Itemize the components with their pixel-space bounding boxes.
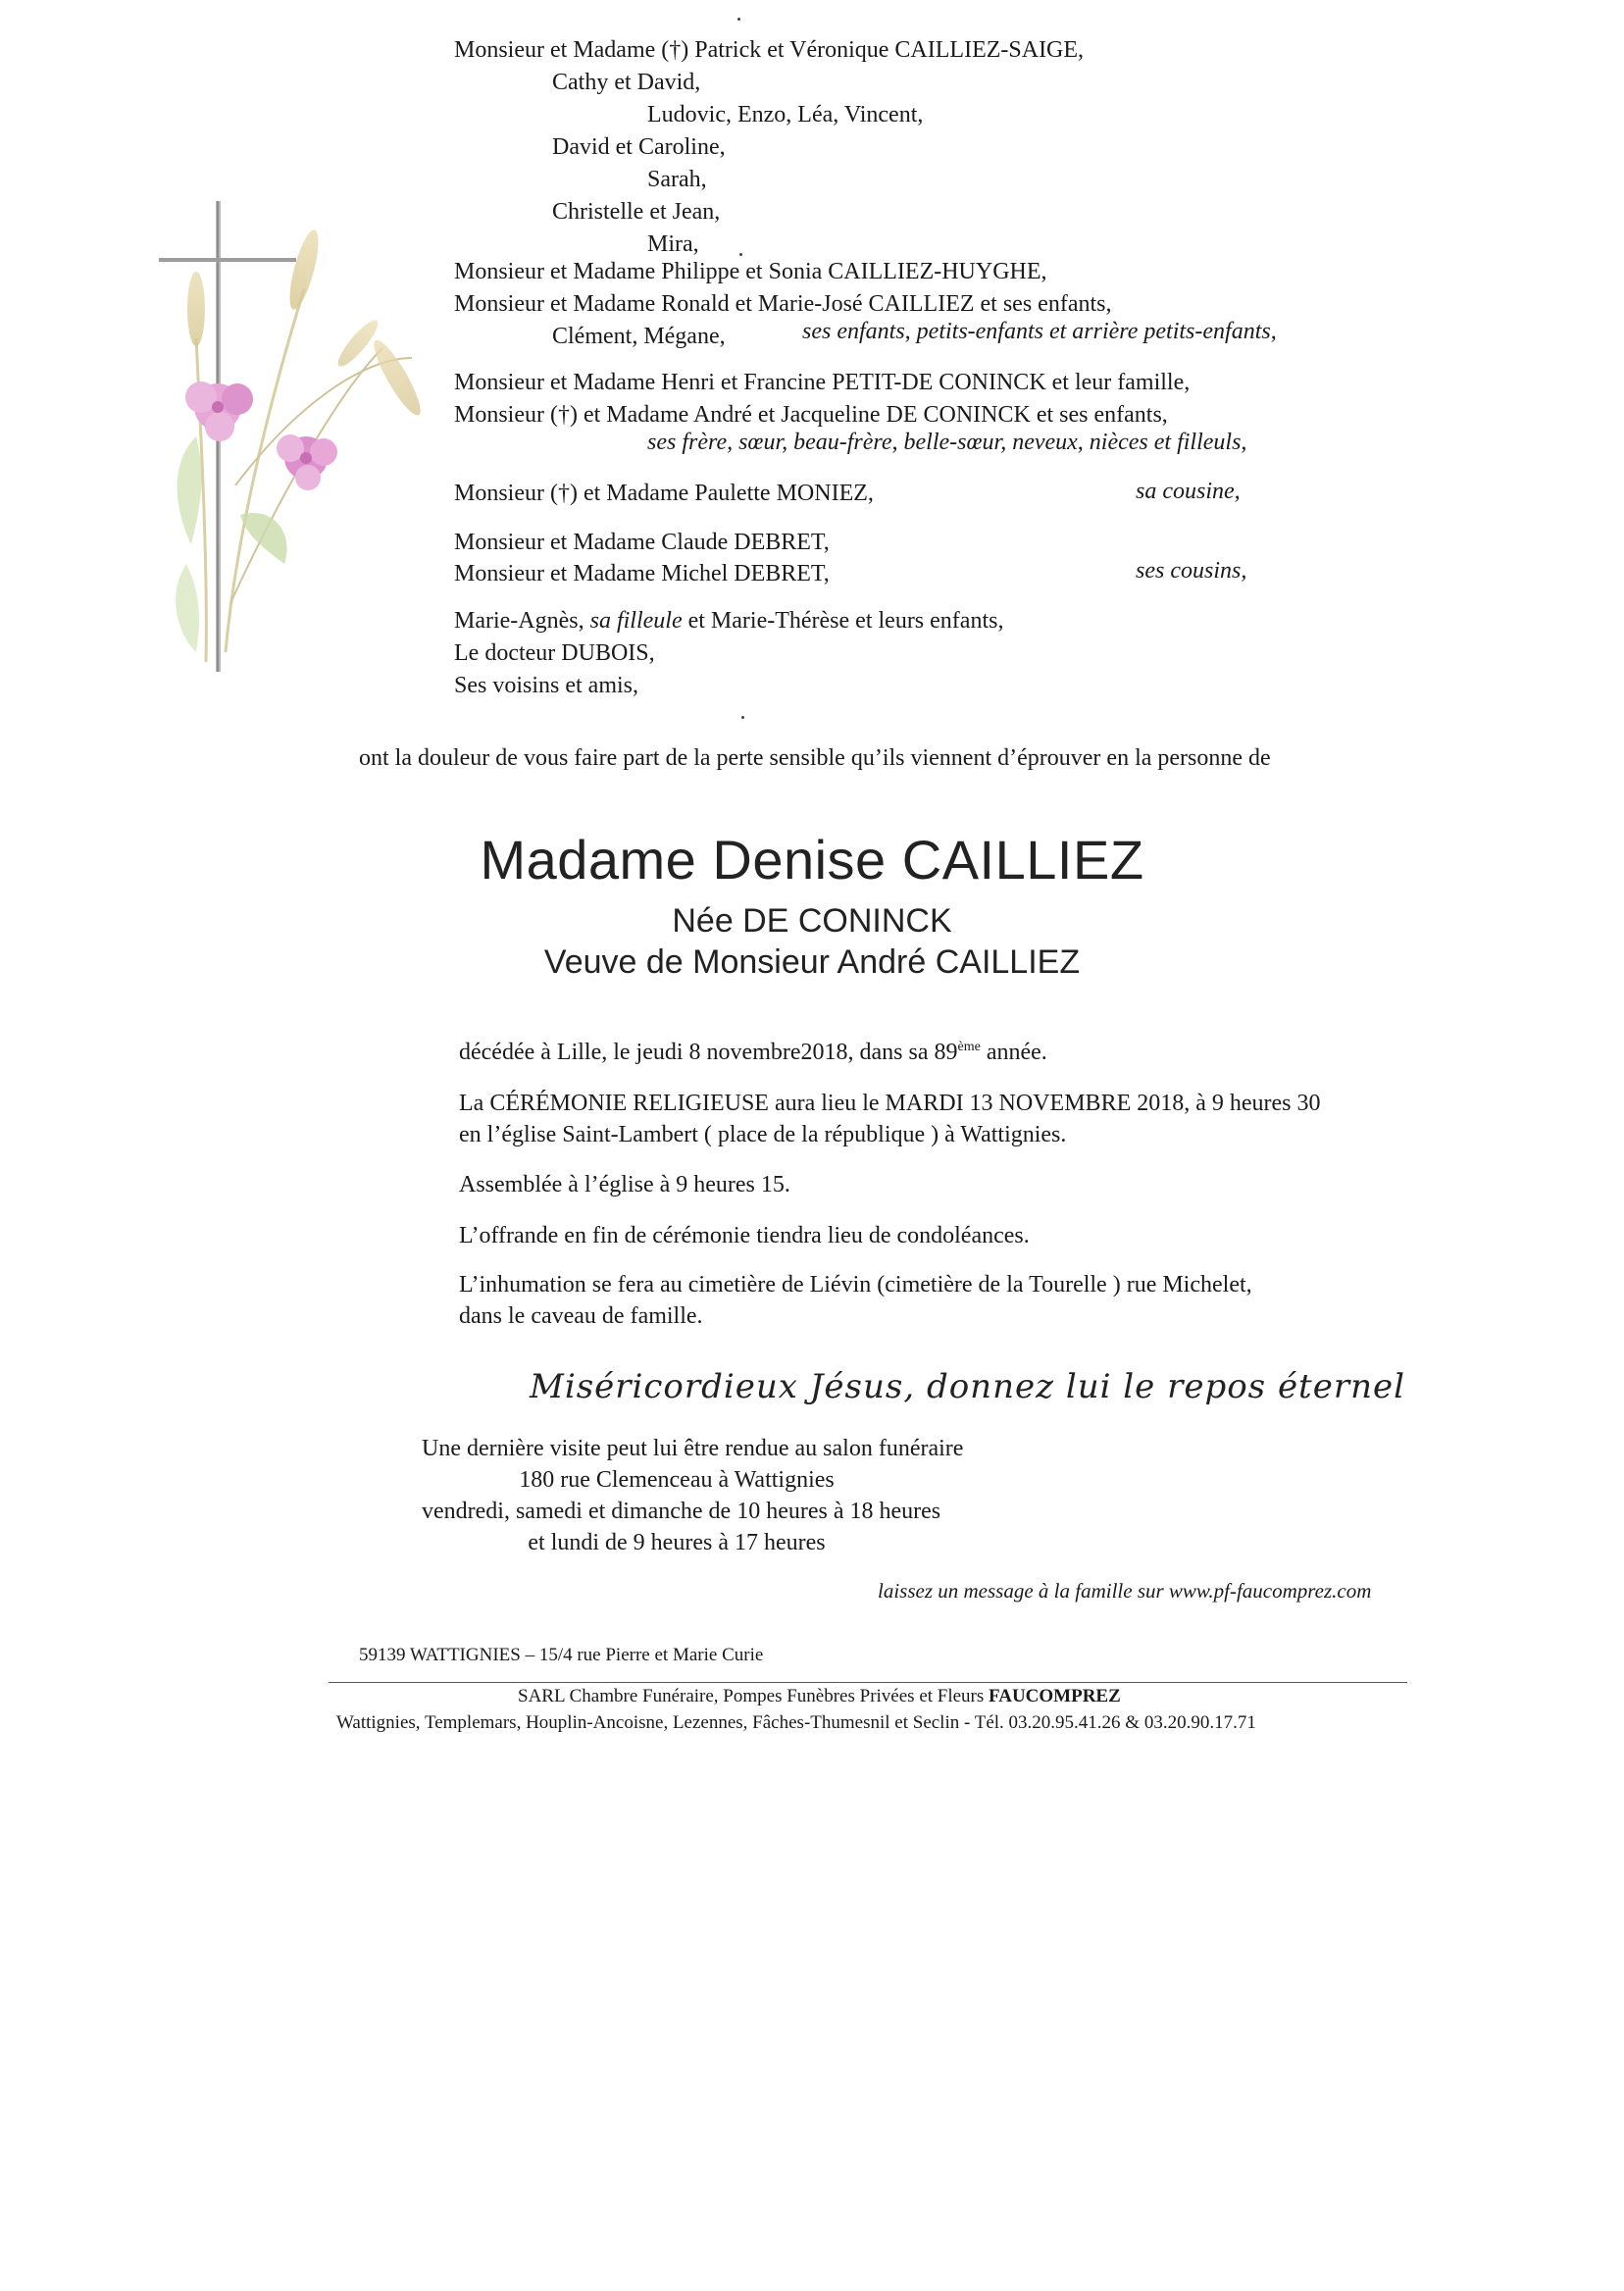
footer-divider <box>329 1682 1407 1683</box>
burial-line: L’inhumation se fera au cimetière de Liévin (cimetière de la Tourelle ) rue Michelet, <box>459 1272 1252 1298</box>
burial-line: dans le caveau de famille. <box>459 1303 703 1329</box>
footer-address: 59139 WATTIGNIES – 15/4 rue Pierre et Marie Curie <box>359 1645 764 1665</box>
visit-line: et lundi de 9 heures à 17 heures <box>528 1530 826 1555</box>
relationship-label: sa filleule <box>589 608 683 634</box>
visit-line: vendredi, samedi et dimanche de 10 heures à 18 heures <box>422 1499 941 1524</box>
message-link[interactable]: laissez un message à la famille sur www.pf-faucomprez.com <box>878 1579 1372 1603</box>
ceremony-line: La CÉRÉMONIE RELIGIEUSE aura lieu le MARDI 13 NOVEMBRE 2018, à 9 heures 30 <box>459 1091 1321 1116</box>
visit-line: 180 rue Clemenceau à Wattignies <box>519 1467 835 1493</box>
relationship-label: sa cousine, <box>1136 479 1241 504</box>
relationship-label: ses enfants, petits-enfants et arrière petits-enfants, <box>802 319 1277 344</box>
death-info <box>459 1038 1047 1067</box>
ceremony-line: en l’église Saint-Lambert ( place de la république ) à Wattignies. <box>459 1122 1067 1147</box>
ordinal-suffix: ème <box>957 1040 981 1054</box>
scan-dot <box>741 716 744 719</box>
scan-dot <box>739 253 742 256</box>
family-line: Monsieur (†) et Madame Paulette MONIEZ, <box>454 481 874 506</box>
family-line: Monsieur et Madame Ronald et Marie-José CAILLIEZ et ses enfants, <box>454 291 1112 317</box>
death-info-text: décédée à Lille, le jeudi 8 novembre2018, dans sa 89 <box>459 1040 958 1065</box>
family-line: Monsieur et Madame Michel DEBRET, <box>454 561 830 586</box>
family-line-part: et Marie-Thérèse et leurs enfants, <box>682 608 1004 634</box>
company-brand: FAUCOMPREZ <box>989 1686 1121 1706</box>
family-line: Mira, <box>647 231 699 257</box>
assembly-line: Assemblée à l’église à 9 heures 15. <box>459 1172 790 1197</box>
family-line: Monsieur (†) et Madame André et Jacqueline DE CONINCK et ses enfants, <box>454 402 1168 428</box>
offering-line: L’offrande en fin de cérémonie tiendra lieu de condoléances. <box>459 1223 1030 1248</box>
family-line: Le docteur DUBOIS, <box>454 640 655 666</box>
family-line: David et Caroline, <box>552 134 726 160</box>
family-line: Ludovic, Enzo, Léa, Vincent, <box>647 102 924 127</box>
footer-company <box>518 1685 1121 1708</box>
prayer-line: Miséricordieux Jésus, donnez lui le repos éternel <box>530 1367 1405 1406</box>
family-line: Monsieur et Madame Claude DEBRET, <box>454 530 830 555</box>
relationship-label: ses frère, sœur, beau-frère, belle-sœur, neveux, nièces et filleuls, <box>647 430 1247 455</box>
family-line: Monsieur et Madame Henri et Francine PETIT-DE CONINCK et leur famille, <box>454 370 1191 395</box>
family-line: Monsieur et Madame Philippe et Sonia CAILLIEZ-HUYGHE, <box>454 259 1047 284</box>
family-line: Ses voisins et amis, <box>454 673 639 698</box>
family-line: Cathy et David, <box>552 70 701 95</box>
relationship-label: ses cousins, <box>1136 558 1247 584</box>
family-line: Christelle et Jean, <box>552 199 721 225</box>
family-line <box>454 606 1003 636</box>
visit-line: Une dernière visite peut lui être rendue au salon funéraire <box>422 1436 964 1461</box>
company-text: SARL Chambre Funéraire, Pompes Funèbres Privées et Fleurs <box>518 1686 990 1706</box>
scan-dot <box>737 18 740 21</box>
family-line: Monsieur et Madame (†) Patrick et Véronique CAILLIEZ-SAIGE, <box>454 37 1085 63</box>
cross-flower-icon <box>147 191 422 682</box>
maiden-name: Née DE CONINCK <box>672 902 952 940</box>
deceased-name: Madame Denise CAILLIEZ <box>480 829 1144 891</box>
widow-of: Veuve de Monsieur André CAILLIEZ <box>543 943 1081 981</box>
family-line-part: Marie-Agnès, <box>454 608 590 634</box>
death-info-text: année. <box>980 1040 1047 1065</box>
family-line: Clément, Mégane, <box>552 324 726 349</box>
footer-towns: Wattignies, Templemars, Houplin-Ancoisne, Lezennes, Fâches-Thumesnil et Seclin - Tél. 03.20.95.41.26 & 03.20.90.17.71 <box>336 1712 1256 1733</box>
announcement-text: ont la douleur de vous faire part de la perte sensible qu’ils viennent d’éprouver en la personne de <box>359 745 1271 771</box>
family-line: Sarah, <box>647 167 707 192</box>
